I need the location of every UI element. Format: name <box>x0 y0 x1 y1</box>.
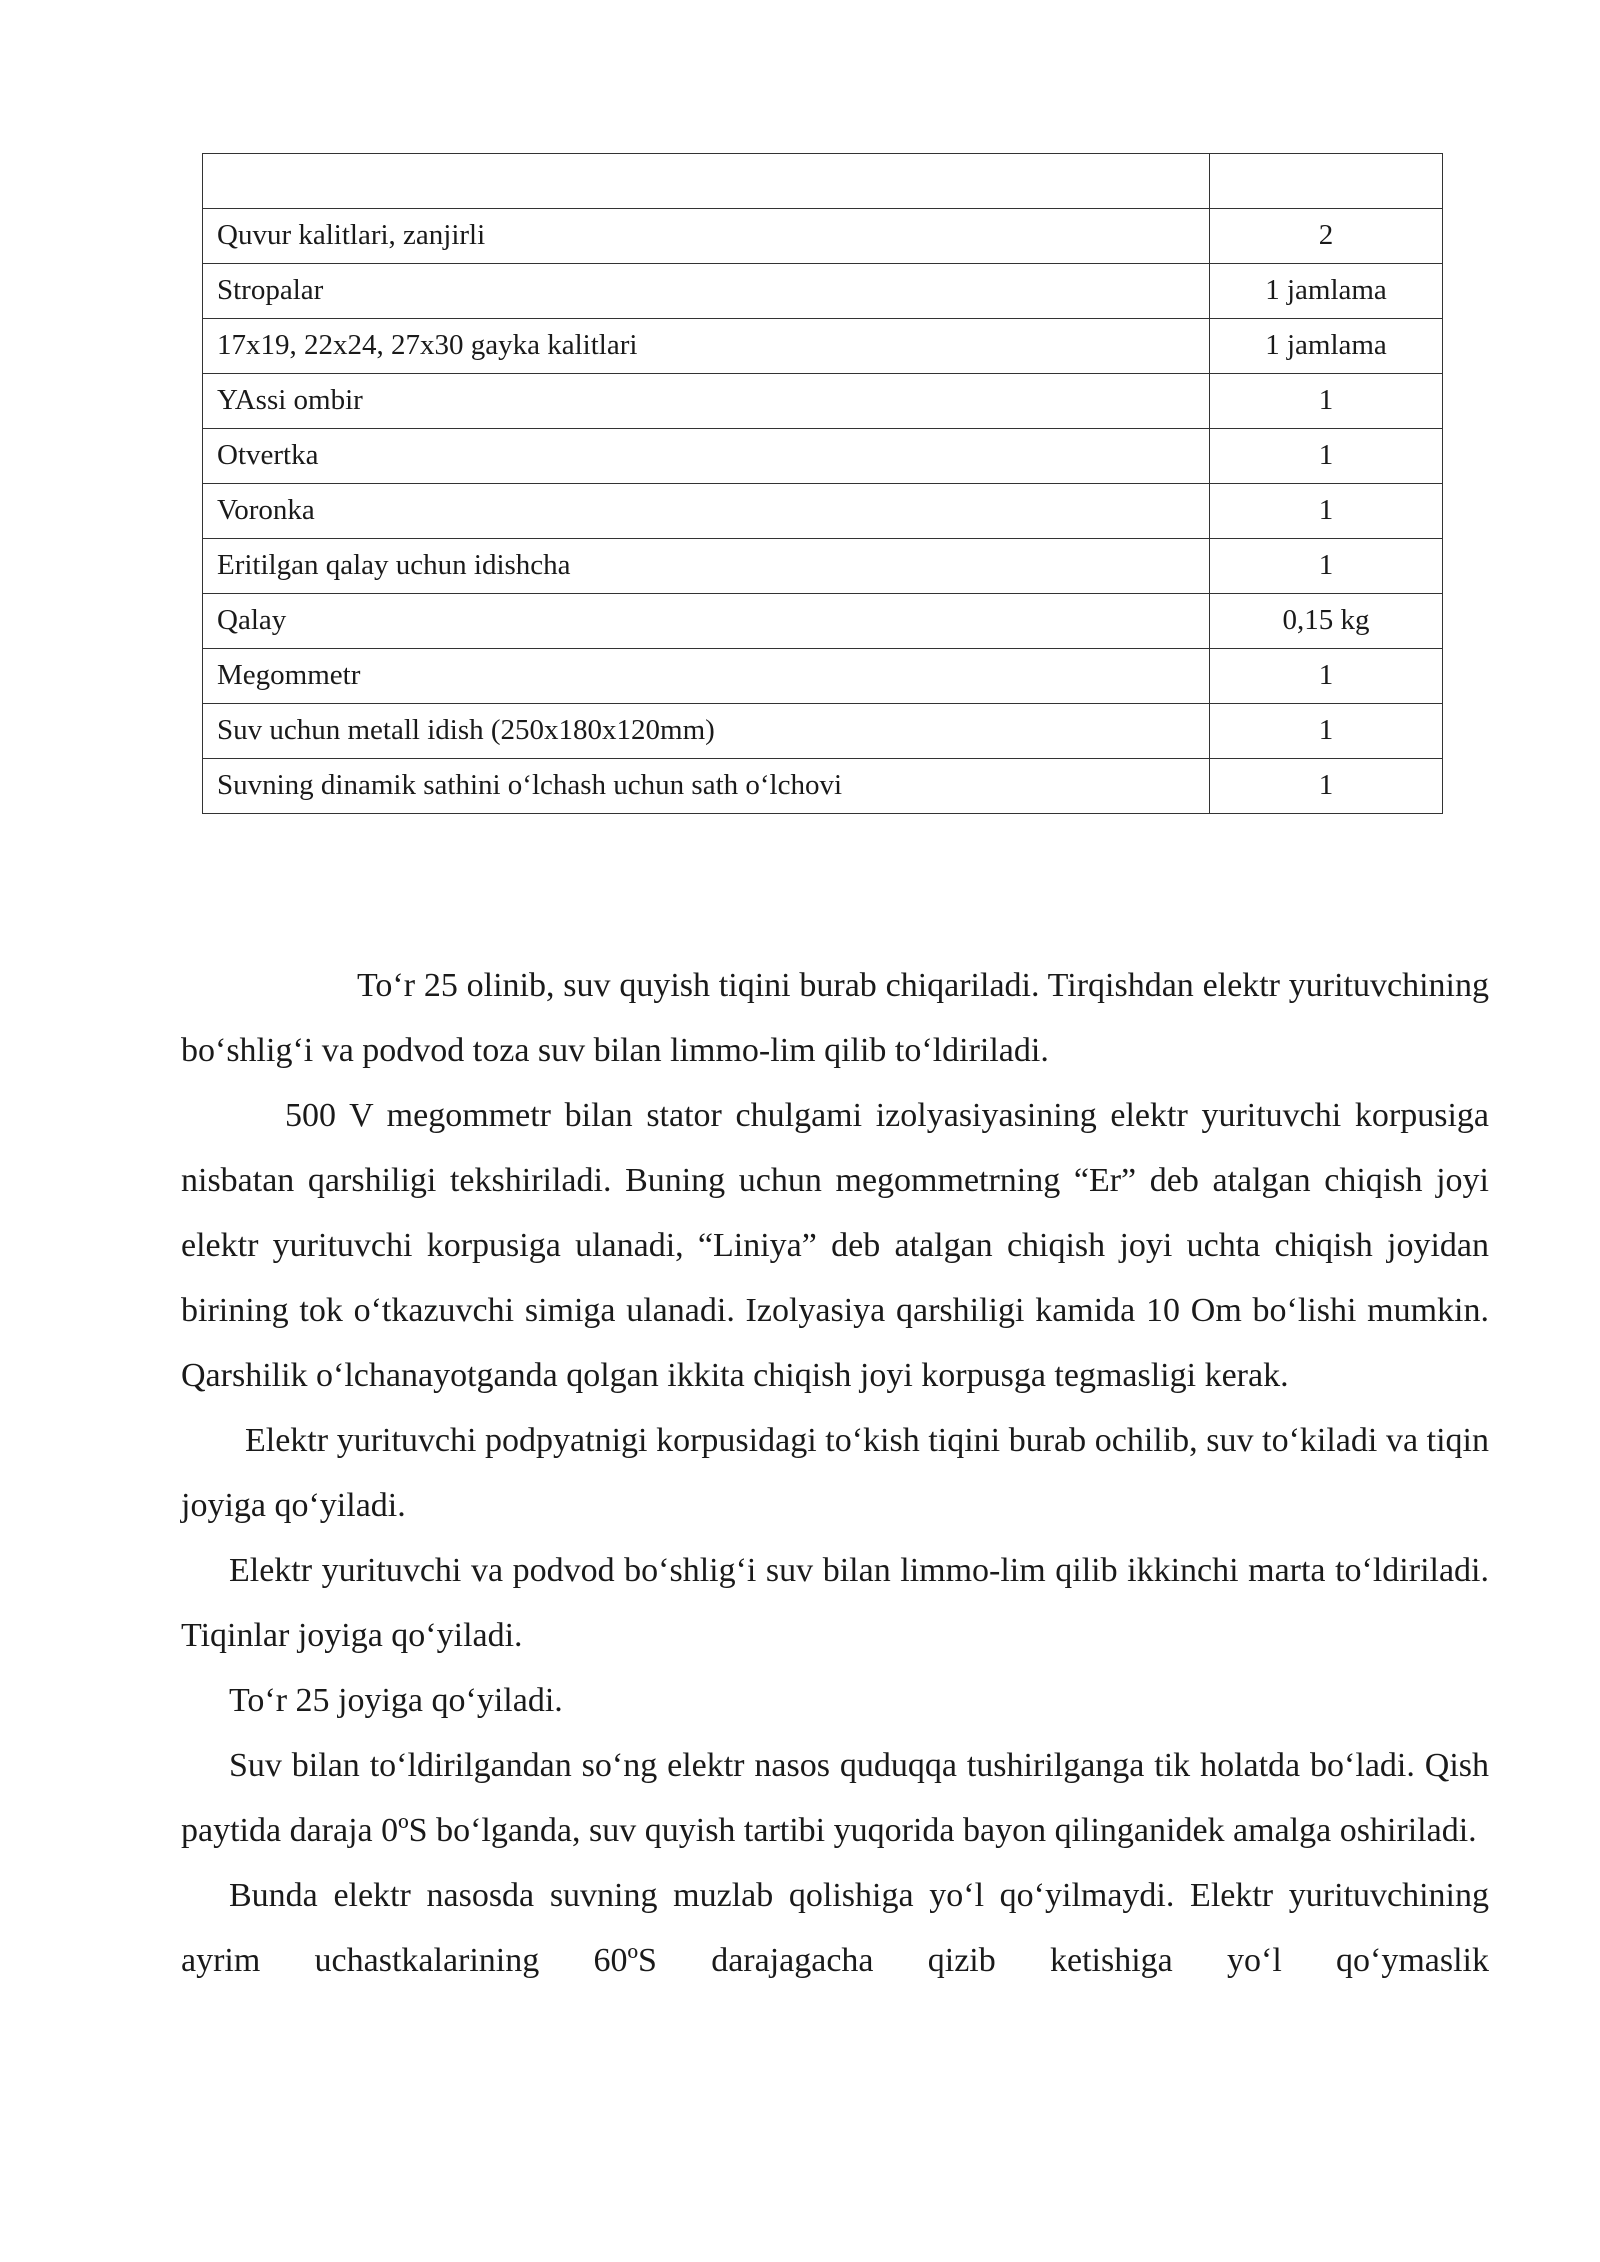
tool-qty-cell: 1 <box>1210 649 1443 704</box>
tool-name-cell: Quvur kalitlari, zanjirli <box>203 209 1210 264</box>
tool-name-cell: Suv uchun metall idish (250x180x120mm) <box>203 704 1210 759</box>
body-text <box>181 953 1489 1993</box>
paragraph: 500 V megommetr bilan stator chulgami izolyasiyasining elektr yurituvchi korpusiga nisbatan qarshiligi tekshiriladi. Buning uchun megommetrning “Er” deb atalgan chiqish joyi elektr yurituvchi korpusiga ulanadi, “Liniya” deb atalgan chiqish joyi uchta chiqish joyidan birining tok o‘tkazuvchi simiga ulanadi. Izolyasiya qarshiligi kamida 10 Om bo‘lishi mumkin. Qarshilik o‘lchanayotganda qolgan ikkita chiqish joyi korpusga tegmasligi kerak. <box>181 1097 1489 1394</box>
table-row <box>203 374 1443 429</box>
tool-name-cell: Voronka <box>203 484 1210 539</box>
tool-qty-cell: 1 <box>1210 484 1443 539</box>
tool-name-cell: Qalay <box>203 594 1210 649</box>
paragraph: Bunda elektr nasosda suvning muzlab qolishiga yo‘l qo‘yilmaydi. Elektr yurituvchining ayrim uchastkalarining 60ºS darajagacha qizib ketishiga yo‘l qo‘ymaslik <box>181 1877 1489 1979</box>
tool-name-cell <box>203 154 1210 209</box>
tool-name-cell: Stropalar <box>203 264 1210 319</box>
tool-name-cell: Eritilgan qalay uchun idishcha <box>203 539 1210 594</box>
table-row <box>203 484 1443 539</box>
paragraph: Elektr yurituvchi podpyatnigi korpusidagi to‘kish tiqini burab ochilib, suv to‘kiladi va tiqin joyiga qo‘yiladi. <box>181 1422 1489 1524</box>
table-row <box>203 594 1443 649</box>
table-row <box>203 704 1443 759</box>
tool-qty-cell: 1 <box>1210 759 1443 814</box>
paragraph: To‘r 25 joyiga qo‘yiladi. <box>229 1682 563 1719</box>
tool-name-cell: YAssi ombir <box>203 374 1210 429</box>
tool-qty-cell: 0,15 kg <box>1210 594 1443 649</box>
tool-name-cell: Megommetr <box>203 649 1210 704</box>
table-row <box>203 154 1443 209</box>
table-row <box>203 759 1443 814</box>
tool-qty-cell: 1 jamlama <box>1210 264 1443 319</box>
tool-qty-cell: 2 <box>1210 209 1443 264</box>
table-row <box>203 209 1443 264</box>
paragraph: Suv bilan to‘ldirilgandan so‘ng elektr nasos quduqqa tushirilganga tik holatda bo‘ladi. Qish paytida daraja 0ºS bo‘lganda, suv quyish tartibi yuqorida bayon qilinganidek amalga oshiriladi. <box>181 1747 1489 1849</box>
table-row <box>203 264 1443 319</box>
tools-table <box>202 153 1443 814</box>
paragraph: To‘r 25 olinib, suv quyish tiqini burab chiqariladi. Tirqishdan elektr yurituvchining bo‘shlig‘i va podvod toza suv bilan limmo-lim qilib to‘ldiriladi. <box>181 967 1489 1069</box>
tool-qty-cell: 1 <box>1210 539 1443 594</box>
tool-qty-cell: 1 jamlama <box>1210 319 1443 374</box>
table-row <box>203 429 1443 484</box>
tool-qty-cell: 1 <box>1210 704 1443 759</box>
tool-qty-cell <box>1210 154 1443 209</box>
table-row <box>203 539 1443 594</box>
paragraph: Elektr yurituvchi va podvod bo‘shlig‘i suv bilan limmo-lim qilib ikkinchi marta to‘ldiriladi. Tiqinlar joyiga qo‘yiladi. <box>181 1552 1489 1654</box>
tool-name-cell: Otvertka <box>203 429 1210 484</box>
table-row <box>203 649 1443 704</box>
table-row <box>203 319 1443 374</box>
tool-name-cell: 17x19, 22x24, 27x30 gayka kalitlari <box>203 319 1210 374</box>
tool-qty-cell: 1 <box>1210 429 1443 484</box>
tool-qty-cell: 1 <box>1210 374 1443 429</box>
tool-name-cell: Suvning dinamik sathini o‘lchash uchun sath o‘lchovi <box>203 759 1210 814</box>
